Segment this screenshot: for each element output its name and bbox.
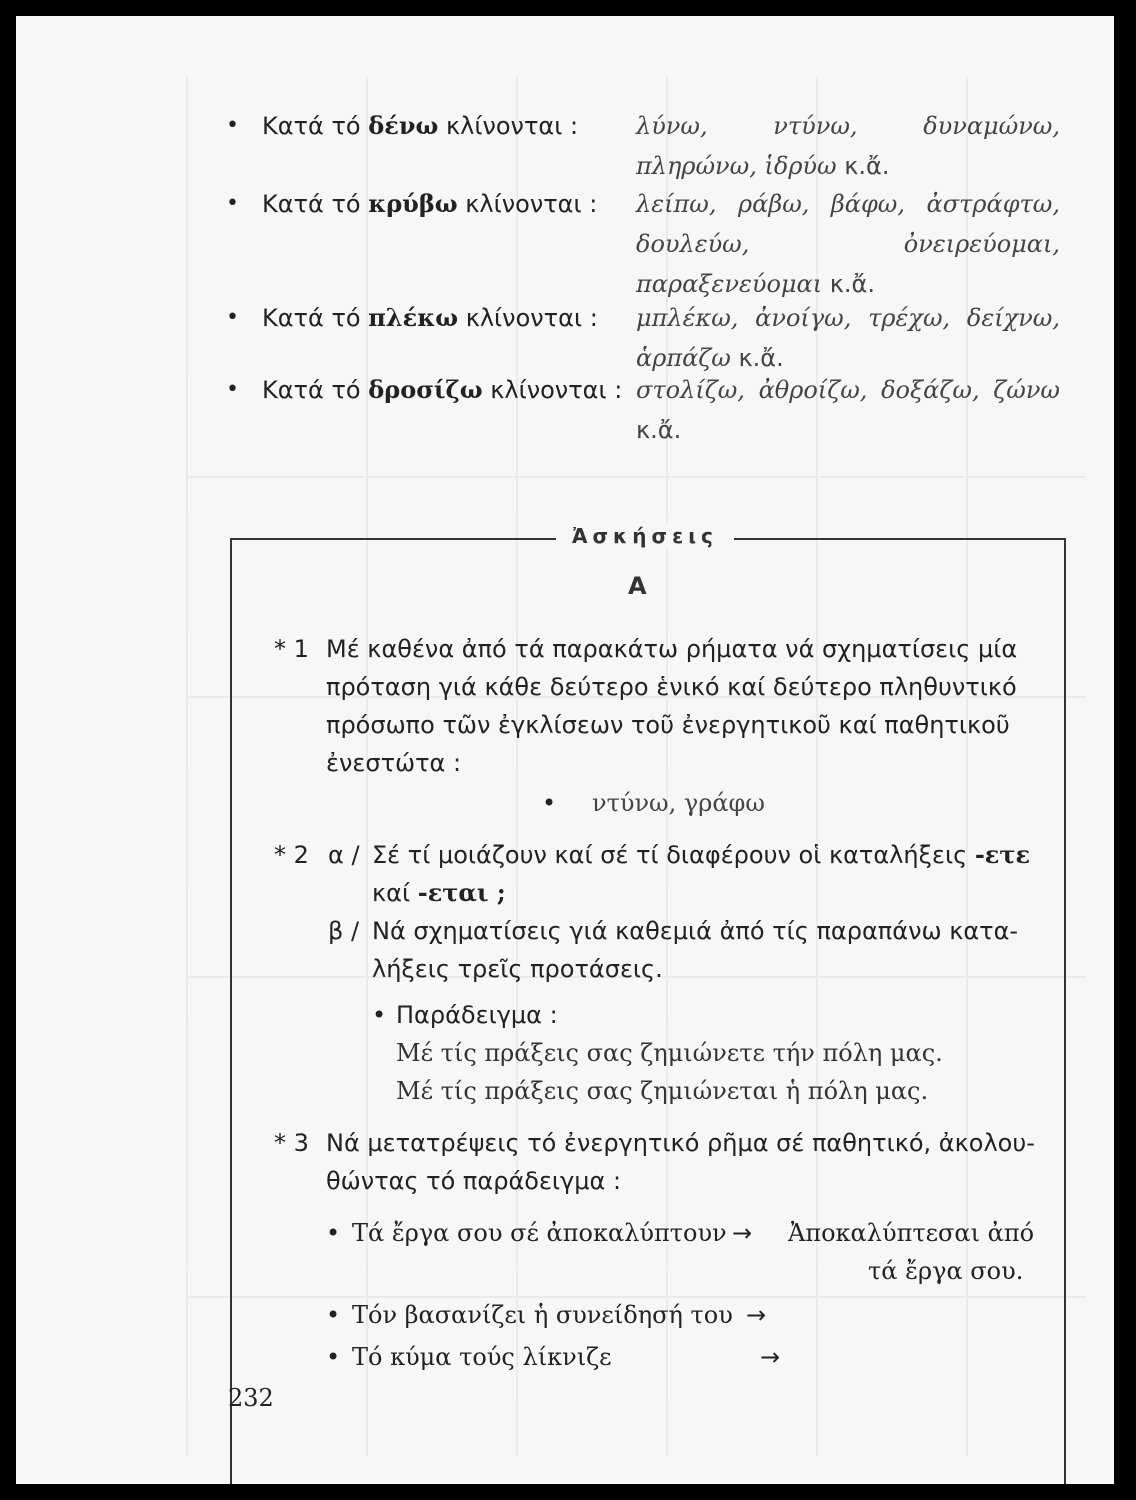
exercise-2a-line: Σέ τί μοιάζουν καί σέ τί διαφέρουν οἱ καταλήξεις -ετε — [372, 840, 1031, 869]
exercise-3-line: θώντας τό παράδειγμα : — [326, 1167, 622, 1195]
exercise-2-marker: * 2 — [274, 841, 309, 869]
exercise-1-line: ἐνεστώτα : — [326, 749, 462, 777]
exercise-2a-label: α / — [328, 841, 360, 869]
exercise-2a-line: καί -εται ; — [372, 878, 506, 907]
arrow-icon: → — [760, 1343, 781, 1371]
bullet: • — [326, 1219, 341, 1247]
declension-examples: μπλέκω, ἀνοίγω, τρέχω, δείχνω, ἁρπάζω κ.ἄ. — [636, 304, 1060, 372]
arrow-icon: → — [732, 1219, 753, 1247]
example-line: Μέ τίς πράξεις σας ζημιώνεται ἡ πόλη μας. — [396, 1077, 929, 1105]
declension-examples: λείπω, ράβω, βάφω, ἀστράφτω, δουλεύω, ὀνειρεύομαι, παραξενεύομαι κ.ἄ. — [636, 190, 1060, 298]
bullet: • — [372, 1001, 387, 1029]
book-page — [16, 16, 1114, 1484]
bullet: • — [226, 113, 239, 138]
declension-examples: στολίζω, ἀθροίζω, δοξάζω, ζώνω κ.ἄ. — [636, 376, 1060, 444]
page-number: 232 — [228, 1384, 274, 1412]
transform-item-answer: Ἀποκαλύπτεσαι ἀπό — [788, 1219, 1035, 1247]
exercise-1-line: πρόταση γιά κάθε δεύτερο ἑνικό καί δεύτερο πληθυντικό — [326, 673, 1017, 701]
declension-label: Κατά τό δένω κλίνονται : — [262, 111, 579, 140]
exercise-2b-line: Νά σχηματίσεις γιά καθεμιά ἀπό τίς παραπάνω κατα- — [372, 917, 1019, 945]
transform-item-answer: τά ἔργα σου. — [868, 1257, 1024, 1285]
arrow-icon: → — [746, 1301, 767, 1329]
example-line: Μέ τίς πράξεις σας ζημιώνετε τήν πόλη μας. — [396, 1039, 943, 1067]
bullet: • — [226, 377, 239, 402]
exercise-1-marker: * 1 — [274, 635, 309, 663]
transform-item-text: Τόν βασανίζει ἡ συνείδησή του — [352, 1301, 733, 1329]
bullet: • — [226, 191, 239, 216]
exercise-3-line: Νά μετατρέψεις τό ἐνεργητικό ρῆμα σέ παθητικό, ἀκολου- — [326, 1129, 1035, 1157]
bullet: • — [326, 1301, 341, 1329]
declension-label: Κατά τό πλέκω κλίνονται : — [262, 303, 598, 332]
exercise-1-line: Μέ καθένα ἀπό τά παρακάτω ρήματα νά σχηματίσεις μία — [326, 635, 1018, 663]
exercise-1-verbs: ντύνω, γράφω — [592, 789, 765, 817]
transform-item-text: Τό κύμα τούς λίκνιζε — [352, 1343, 612, 1371]
exercise-3-marker: * 3 — [274, 1129, 309, 1157]
declension-label: Κατά τό δροσίζω κλίνονται : — [262, 375, 623, 404]
declension-label: Κατά τό κρύβω κλίνονται : — [262, 189, 598, 218]
declension-examples: λύνω, ντύνω, δυναμώνω, πληρώνω, ἱδρύω κ.ἄ. — [636, 112, 1060, 180]
section-letter: Α — [628, 572, 647, 600]
exercise-2b-label: β / — [328, 917, 360, 945]
transform-item-text: Τά ἔργα σου σέ ἀποκαλύπτουν — [352, 1219, 727, 1247]
example-label: Παράδειγμα : — [396, 1001, 558, 1029]
exercise-1-line: πρόσωπο τῶν ἐγκλίσεων τοῦ ἐνεργητικοῦ καί παθητικοῦ — [326, 711, 1010, 739]
bullet: • — [226, 305, 239, 330]
bullet: • — [326, 1343, 341, 1371]
exercises-title: Ἀσκήσεις — [556, 524, 734, 548]
bullet: • — [542, 789, 557, 817]
exercise-2b-line: λήξεις τρεῖς προτάσεις. — [372, 955, 663, 983]
